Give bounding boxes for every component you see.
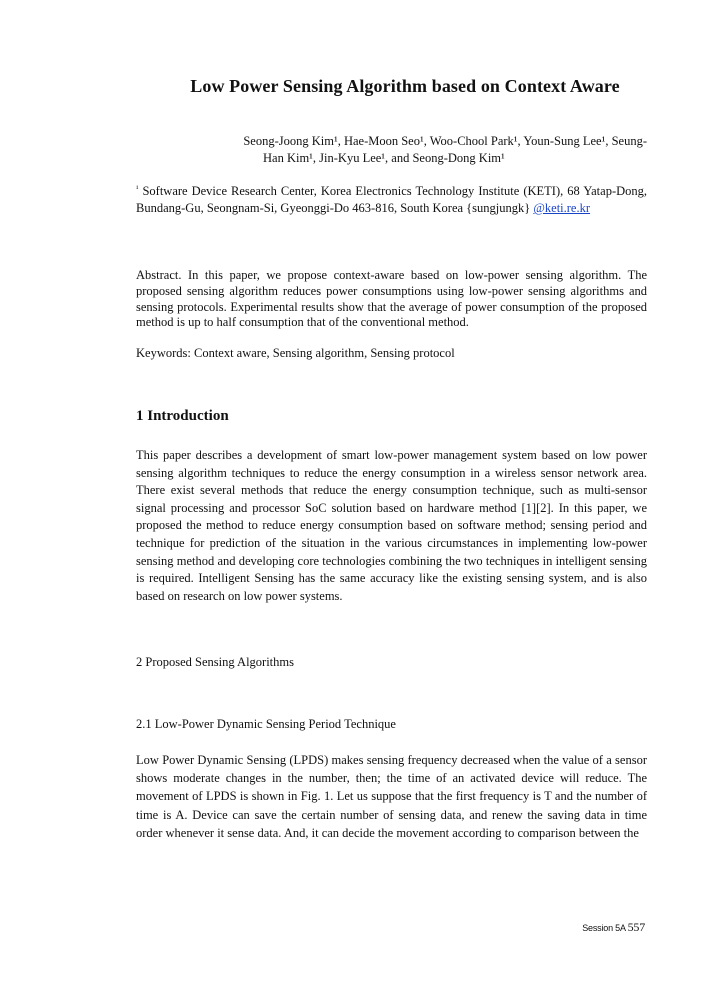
affiliation: [136, 180, 647, 217]
subsection-heading-lpds: 2.1 Low-Power Dynamic Sensing Period Technique: [136, 717, 396, 731]
author-list: [150, 133, 647, 167]
affiliation-marker: ¹: [136, 184, 139, 193]
authors-line-1: Seong-Joong Kim¹, Hae-Moon Seo¹, Woo-Chool Park¹, Youn-Sung Lee¹, Seung-: [243, 134, 647, 148]
introduction-paragraph: This paper describes a development of smart low-power management system based on low power sensing algorithm techniques to reduce the energy consumption in a wireless sensor network area. There exist several methods that reduce the energy consumption technique, such as multi-sensor signal processing and processor SoC solution based on hardware method [1][2]. In this paper, we proposed the method to reduce energy consumption based on software method; sensing period and technique for prediction of the situation in the various circumstances in implementing low-power sensing method and developing core technologies combining the two techniques in intelligent sensing is required. Intelligent Sensing has the same accuracy like the existing sensing system, and is also based on research on low power systems.: [136, 448, 647, 603]
abstract: Abstract. In this paper, we propose context-aware based on low-power sensing algorithm. The proposed sensing algorithm reduces power consumptions using low-power sensing algorithms and sensing protocols. Experimental results show that the average of power consumption of the proposed method is up to half consumption that of the conventional method.: [136, 268, 647, 330]
authors-line-2: Han Kim¹, Jin-Kyu Lee¹, and Seong-Dong Kim¹: [263, 151, 505, 165]
paper-title: Low Power Sensing Algorithm based on Context Aware: [190, 76, 620, 96]
section-heading-introduction: 1 Introduction: [136, 408, 229, 424]
affiliation-text: Software Device Research Center, Korea Electronics Technology Institute (KETI), 68 Yatap-Dong, Bundang-Gu, Seongnam-Si, Gyeonggi-Do 463-816, South Korea {sungjungk}: [136, 184, 648, 215]
page-number: 557: [627, 920, 645, 934]
footer-session-label: Session 5A: [582, 923, 626, 933]
keywords: Keywords: Context aware, Sensing algorithm, Sensing protocol: [136, 346, 455, 360]
section-heading-proposed-algorithms: 2 Proposed Sensing Algorithms: [136, 655, 294, 669]
lpds-paragraph: Low Power Dynamic Sensing (LPDS) makes sensing frequency decreased when the value of a sensor shows moderate changes in the number, then; the time of an activated device will reduce. The movement of LPDS is shown in Fig. 1. Let us suppose that the first frequency is T and the number of time is A. Device can save the certain number of sensing data, and renew the saving data in time order whenever it sense data. And, it can decide the movement according to comparison between the: [136, 753, 647, 840]
page-footer: [540, 920, 645, 935]
affiliation-email-link[interactable]: @keti.re.kr: [533, 201, 591, 215]
